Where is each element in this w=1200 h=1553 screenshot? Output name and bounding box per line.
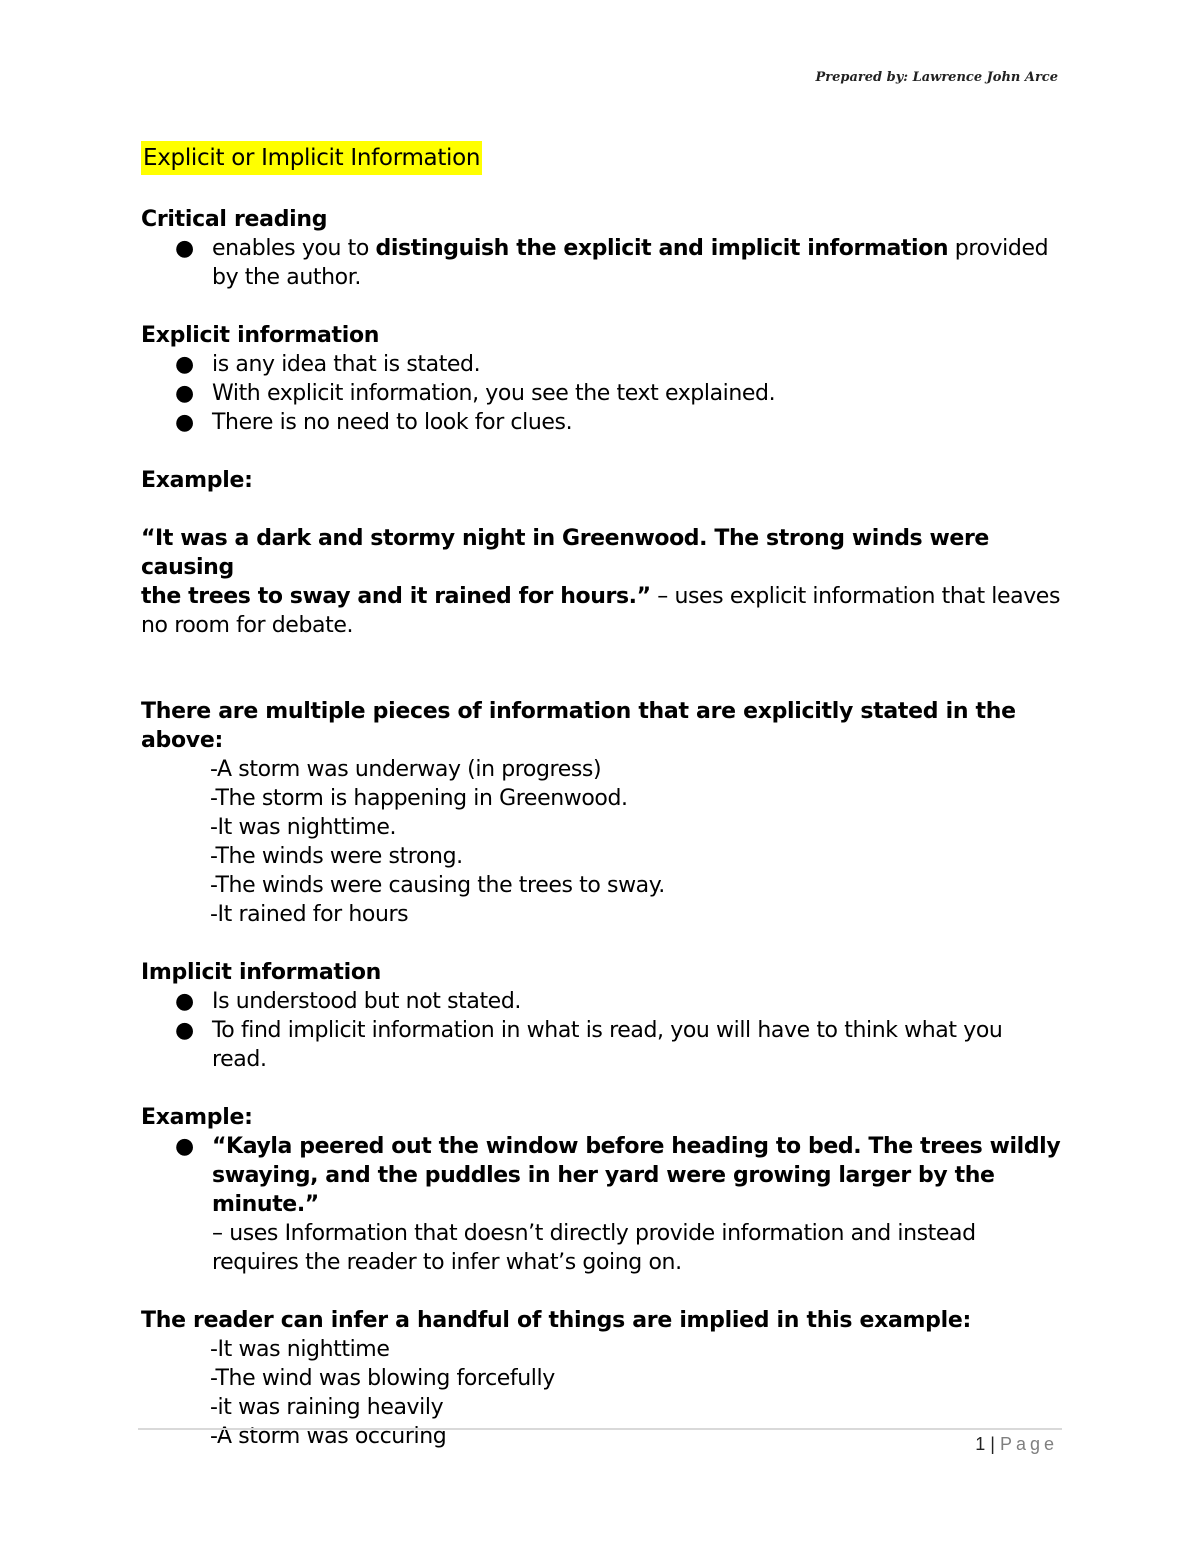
text: – uses Information that doesn’t directly provide information and instead [212, 1221, 976, 1246]
bullet-icon: ● [175, 1018, 194, 1043]
list-item: -A storm was underway (in progress) [210, 757, 602, 782]
example1-label: Example: [141, 468, 253, 493]
list-item: -The winds were causing the trees to sway. [210, 873, 665, 898]
text: provided [948, 236, 1049, 261]
footer-divider [138, 1428, 1062, 1430]
list-item: -The wind was blowing forcefully [210, 1366, 555, 1391]
explicit-list [141, 350, 1061, 437]
list-item [141, 350, 1061, 379]
list-item: -It was nighttime. [210, 815, 397, 840]
list-item: -The storm is happening in Greenwood. [210, 786, 628, 811]
bullet-icon: ● [175, 236, 194, 261]
list-item: -It rained for hours [210, 902, 409, 927]
critical-reading-list [141, 234, 1061, 292]
text: enables you to [212, 236, 376, 261]
implicit-heading: Implicit information [141, 960, 382, 985]
example1-paragraph [141, 524, 1061, 640]
list-item [141, 234, 1061, 292]
list-item [141, 1132, 1061, 1277]
prepared-by: Prepared by: Lawrence John Arce [815, 70, 1058, 85]
explicit-items [141, 755, 1061, 929]
quote-text: swaying, and the puddles in her yard were growing larger by the minute.” [212, 1163, 995, 1217]
list-item [141, 1016, 1061, 1074]
list-item [141, 408, 1061, 437]
text: read. [212, 1047, 267, 1072]
page-footer [975, 1434, 1058, 1455]
quote-text: the trees to sway and it rained for hours.” [141, 584, 651, 609]
bullet-icon: ● [175, 410, 194, 435]
text: There is no need to look for clues. [212, 410, 573, 435]
list-item: -it was raining heavily [210, 1395, 444, 1420]
text: requires the reader to infer what’s going on. [212, 1250, 682, 1275]
explicit-heading: Explicit information [141, 323, 380, 348]
footer-separator: | [985, 1434, 1000, 1454]
text: Is understood but not stated. [212, 989, 521, 1014]
critical-reading-heading: Critical reading [141, 207, 328, 232]
page-label: Page [999, 1434, 1058, 1454]
text: With explicit information, you see the text explained. [212, 381, 776, 406]
text: To find implicit information in what is read, you will have to think what you [212, 1018, 1003, 1043]
text: by the author. [212, 265, 361, 290]
text: is any idea that is stated. [212, 352, 481, 377]
bullet-icon: ● [175, 989, 194, 1014]
bold-text: distinguish the explicit and implicit information [375, 236, 949, 261]
list-item: -The winds were strong. [210, 844, 463, 869]
bullet-icon: ● [175, 1134, 194, 1159]
implied-list-heading: The reader can infer a handful of things are implied in this example: [141, 1308, 971, 1333]
list-item [141, 987, 1061, 1016]
list-item: -A storm was occuring [210, 1424, 447, 1449]
quote-text: “Kayla peered out the window before heading to bed. The trees wildly [212, 1134, 1061, 1159]
implicit-list [141, 987, 1061, 1074]
text: no room for debate. [141, 613, 354, 638]
example2-label: Example: [141, 1105, 253, 1130]
text: – uses explicit information that leaves [650, 584, 1061, 609]
list-item [141, 379, 1061, 408]
implied-items [141, 1335, 1061, 1451]
example2-list [141, 1132, 1061, 1277]
page-title: Explicit or Implicit Information [141, 141, 482, 175]
list-item: -It was nighttime [210, 1337, 390, 1362]
bullet-icon: ● [175, 352, 194, 377]
explicit-list-heading: There are multiple pieces of information that are explicitly stated in the above: [141, 699, 1016, 753]
content [141, 141, 1061, 1451]
bullet-icon: ● [175, 381, 194, 406]
quote-text: “It was a dark and stormy night in Greenwood. The strong winds were causing [141, 526, 989, 580]
page-number: 1 [975, 1434, 986, 1454]
